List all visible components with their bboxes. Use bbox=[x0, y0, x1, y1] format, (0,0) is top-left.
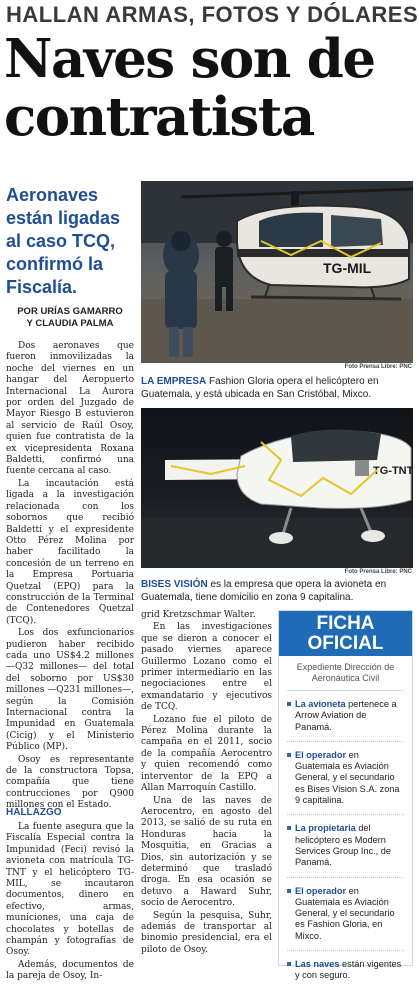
ficha-item bbox=[287, 815, 404, 877]
airplane-photo bbox=[141, 408, 413, 568]
paragraph: Una de las naves de Aerocentro, en agosto del 2013, se salió de su ruta en Honduras hacia la Mosquitia, en Gracias a Dios, sin autorización y se determinó que trasladó droga. En esa ocasión se detuvo a Haward Suhr, socio de Aerocentro. bbox=[141, 795, 272, 909]
headline bbox=[4, 30, 416, 146]
section-subhead: HALLAZGO bbox=[6, 807, 62, 818]
photo-caption bbox=[141, 376, 413, 401]
paragraph: Según la pesquisa, Suhr, además de transportar al binomio presidencial, era el piloto de Osoy. bbox=[141, 910, 272, 955]
caption-text: es la empresa que opera la avioneta en Guatemala, tiene domicilio en zona 9 capitalina. bbox=[141, 579, 387, 603]
helicopter-illustration bbox=[141, 181, 413, 363]
ficha-item-text: pertenece a Arrow Aviation de Panamá. bbox=[295, 699, 397, 732]
ficha-item-lead: El operador bbox=[295, 885, 347, 896]
kicker: HALLAN ARMAS, FOTOS Y DÓLARES bbox=[6, 2, 419, 27]
ficha-item-text: del helicóptero es Modern Services Group Inc., de Panamá. bbox=[295, 823, 392, 868]
byline-line-2: Y CLAUDIA PALMA bbox=[26, 318, 114, 329]
ficha-list bbox=[279, 691, 412, 990]
ficha-item-text: en Guatemala es Aviación General, y el secundario es Fashion Gloria, en Mixco. bbox=[295, 885, 395, 941]
ficha-item-lead: Las naves bbox=[295, 959, 340, 970]
byline-line-1: POR URÍAS GAMARRO bbox=[17, 306, 123, 317]
ficha-title-line-2: OFICIAL bbox=[307, 633, 384, 654]
paragraph: Lozano fue el piloto de Pérez Molina durante la campaña en el 2011, socio de la compañía Aerocentro y quien recomendó como interventor de la EPQ a Allan Marroquín Castillo. bbox=[141, 714, 272, 794]
airplane-illustration bbox=[141, 408, 413, 568]
body-column-2 bbox=[141, 610, 272, 957]
registration-mark: TG-TNT bbox=[373, 465, 414, 477]
ficha-item bbox=[287, 951, 404, 990]
ficha-title bbox=[279, 611, 412, 656]
deck: Aeronaves están ligadas al caso TCQ, confirmó la Fiscalía. bbox=[6, 185, 121, 297]
body-column-1 bbox=[6, 341, 134, 813]
ficha-item-lead: La propietaria bbox=[295, 823, 356, 834]
ficha-item-lead: La avioneta bbox=[295, 699, 346, 709]
paragraph: Los dos exfuncionarios pudieron haber recibido cada uno US$4.2 millones —Q32 millones— del total del soborno por US$30 millones —Q231 millones—, según la Comisión Internacional contra la Impunidad en Guatemala (Cicig) y el Ministerio Público (MP). bbox=[6, 628, 134, 753]
byline bbox=[6, 306, 134, 330]
paragraph: Dos aeronaves que fueron inmovilizadas la noche del viernes en un hangar del Aeropuerto Internacional La Aurora por orden del Juzgado de Mayor Riesgo B estuvieron al servicio de Raúl Osoy, quien fue contratista de la ex vicepresidenta Roxana Baldetti, confirmó una fuente cercana al caso. bbox=[6, 341, 134, 477]
paragraph: La incautación está ligada a la investigación relacionada con los sobornos que recibió Baldetti y el expresidente Otto Pérez Molina por haber facilitado la concesión de un terreno en la Empresa Portuaria Quetzal (EPQ) para la construcción de la Terminal de Contenedores Quetzal (TCQ). bbox=[6, 478, 134, 626]
caption-lead: BISES VISIÓN bbox=[141, 579, 208, 590]
photo-credit: Foto Prensa Libre: PNC bbox=[344, 364, 412, 370]
ficha-title-line-1: FICHA bbox=[316, 613, 375, 634]
ficha-item-text: en Guatemala es Aviación General, y el secundario es Bises Vision S.A. zona 9 capitalina. bbox=[295, 749, 400, 806]
headline-line-1: Naves son de bbox=[4, 28, 375, 90]
body-column-1-continued bbox=[6, 822, 134, 984]
ficha-item bbox=[287, 691, 404, 742]
ficha-item bbox=[287, 878, 404, 951]
ficha-item bbox=[287, 742, 404, 815]
paragraph: grid Kretzschmar Walter. bbox=[141, 610, 256, 620]
paragraph: En las investigaciones que se dieron a conocer el pasado viernes aparece Guillermo Lozano como el primer intermediario en las negociaciones entre el exmandatario y ejecutivos de TCQ. bbox=[141, 622, 272, 713]
registration-mark: TG-MIL bbox=[323, 260, 372, 276]
photo-credit: Foto Prensa Libre: PNC bbox=[344, 569, 412, 575]
paragraph: Osoy es representante de la constructora Topsa, compañía que tiene contrucciones por Q900 millones con el Estado. bbox=[6, 754, 134, 811]
paragraph: Además, documentos de la pareja de Osoy, In- bbox=[6, 959, 134, 982]
paragraph: La fuente asegura que la Fiscalía Especial contra la Impunidad (Feci) revisó la avioneta con matrícula TG-TNT y el helicóptero TG-MIL, se incautaron documentos, dinero en efectivo, armas, municiones, una caja de chocolates y botellas de champán y fotografías de Osoy. bbox=[6, 822, 134, 958]
ficha-item-lead: El operador bbox=[295, 749, 347, 760]
helicopter-photo bbox=[141, 181, 413, 363]
ficha-item-text: están vigentes y con seguro. bbox=[295, 959, 402, 981]
ficha-source: Expediente Dirección de Aeronáutica Civil bbox=[287, 662, 404, 691]
caption-lead: LA EMPRESA bbox=[141, 376, 207, 387]
ficha-oficial-box bbox=[278, 610, 413, 981]
headline-line-2: contratista bbox=[4, 86, 314, 148]
caption-text: Fashion Gloria opera el helicóptero en Guatemala, y está ubicada en San Cristóbal, Mixco. bbox=[141, 376, 379, 400]
photo-caption bbox=[141, 579, 413, 604]
